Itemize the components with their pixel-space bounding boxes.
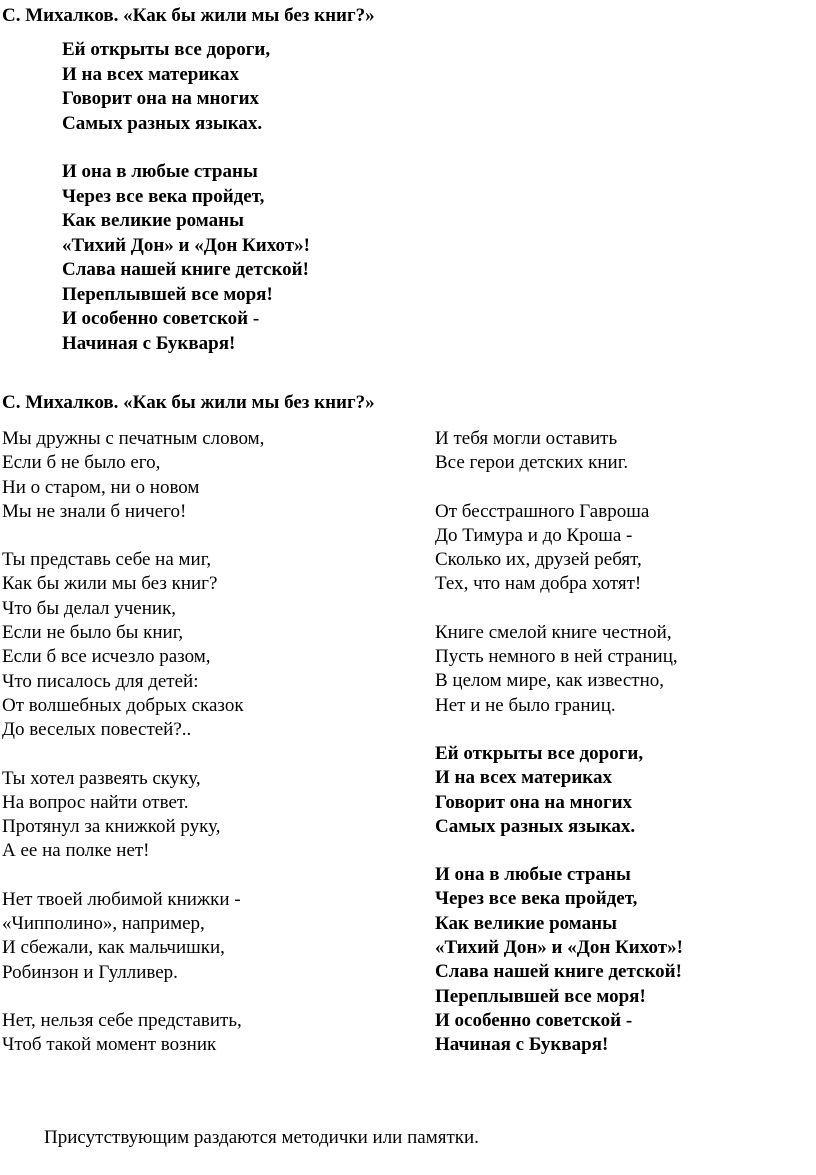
poem-line: Как великие романы: [62, 210, 244, 231]
poem-line: Робинзон и Гулливер.: [2, 961, 178, 983]
poem-line: И сбежали, как мальчишки,: [2, 937, 225, 959]
stanza: [435, 500, 683, 597]
poem-line: Слава нашей книге детской!: [62, 259, 309, 280]
poem-line: Ей открыты все дороги,: [435, 742, 644, 764]
poem-line: Нет твоей любимой книжки -: [2, 888, 241, 910]
poem-line: Что писалось для детей:: [2, 670, 199, 692]
poem-line: И на всех материках: [435, 767, 612, 789]
poem-line: И тебя могли оставить: [435, 428, 618, 449]
poem-title-second: С. Михалков. «Как бы жили мы без книг?»: [2, 392, 375, 413]
poem-line: Говорит она на многих: [435, 791, 633, 813]
stanza: [2, 548, 264, 742]
poem-line: До веселых повестей?..: [2, 719, 192, 741]
poem-line: Мы не знали б ничего!: [2, 500, 187, 522]
poem-line: И на всех материках: [62, 63, 239, 85]
poem-line: Переплывшей все моря!: [62, 283, 273, 305]
poem-line: Через все века пройдет,: [435, 888, 638, 910]
poem-line: Переплывшей все моря!: [435, 985, 646, 1007]
poem-line: А ее на полке нет!: [2, 840, 150, 862]
poem-line: Говорит она на многих: [62, 88, 260, 109]
poem-line: Как великие романы: [435, 912, 617, 934]
poem-line: Слава нашей книге детской!: [435, 961, 682, 983]
poem-line: И особенно советской -: [435, 1009, 633, 1031]
poem-line: Ты представь себе на миг,: [2, 549, 212, 571]
poem-line: На вопрос найти ответ.: [2, 791, 189, 813]
poem-left-column: [2, 427, 264, 1082]
poem-line: Книге смелой книге честной,: [435, 621, 672, 643]
poem-line: Все герои детских книг.: [435, 452, 629, 474]
poem-line: Что бы делал ученик,: [2, 597, 177, 619]
poem-line: Самых разных языках.: [62, 112, 263, 134]
poem-line: Мы дружны с печатным словом,: [2, 428, 265, 449]
poem-line: Ей открыты все дороги,: [62, 39, 271, 60]
poem-line: До Тимура и до Кроша -: [435, 524, 633, 546]
poem-line: Начиная с Букваря!: [435, 1034, 609, 1056]
poem-line: В целом мире, как известно,: [435, 670, 664, 692]
poem-line: Протянул за книжкой руку,: [2, 816, 221, 838]
poem-line: Если б все исчезло разом,: [2, 646, 211, 668]
poem-line: Ни о старом, ни о новом: [2, 476, 200, 498]
poem-line: И особенно советской -: [62, 308, 260, 329]
top-poem: [62, 38, 310, 380]
poem-line: Пусть немного в ней страниц,: [435, 646, 678, 668]
poem-line: И она в любые страны: [435, 864, 631, 886]
poem-line: И она в любые страны: [62, 161, 258, 182]
stanza: [2, 1009, 264, 1058]
stanza: [62, 160, 310, 356]
stanza: [2, 427, 264, 524]
stanza: [435, 621, 683, 718]
poem-line: Нет и не было границ.: [435, 694, 616, 716]
footer-note: Присутствующим раздаются методички или памятки.: [44, 1127, 479, 1148]
poem-line: «Тихий Дон» и «Дон Кихот»!: [62, 234, 310, 256]
poem-line: Сколько их, друзей ребят,: [435, 549, 642, 571]
poem-right-column: [435, 427, 683, 1082]
stanza: [62, 38, 310, 136]
poem-line: Через все века пройдет,: [62, 185, 265, 207]
poem-line: Ты хотел развеять скуку,: [2, 767, 201, 789]
stanza: [435, 427, 683, 476]
poem-line: Как бы жили мы без книг?: [2, 573, 218, 595]
poem-line: «Тихий Дон» и «Дон Кихот»!: [435, 937, 683, 959]
poem-line: От бесстрашного Гавроша: [435, 500, 650, 522]
poem-line: Начиная с Букваря!: [62, 332, 236, 354]
poem-line: Если не было бы книг,: [2, 622, 184, 644]
poem-line: От волшебных добрых сказок: [2, 694, 244, 716]
poem-line: «Чипполино», например,: [2, 913, 205, 935]
poem-line: Самых разных языках.: [435, 815, 636, 837]
stanza: [2, 888, 264, 985]
stanza-bold: [435, 863, 683, 1057]
poem-title-top: С. Михалков. «Как бы жили мы без книг?»: [2, 5, 375, 26]
poem-line: Нет, нельзя себе представить,: [2, 1009, 242, 1031]
stanza-bold: [435, 742, 683, 839]
poem-line: Тех, что нам добра хотят!: [435, 573, 642, 595]
stanza: [2, 767, 264, 864]
poem-line: Чтоб такой момент возник: [2, 1034, 217, 1056]
poem-line: Если б не было его,: [2, 452, 161, 474]
